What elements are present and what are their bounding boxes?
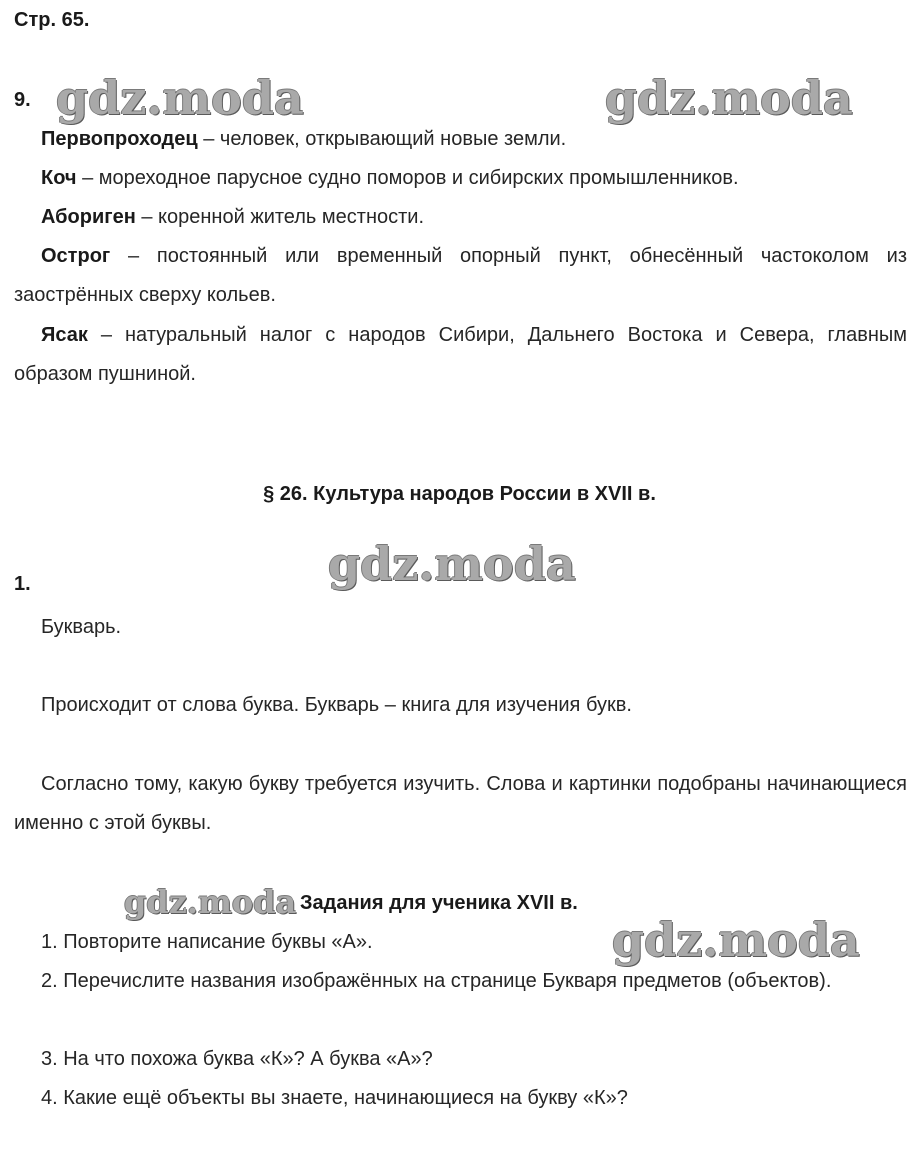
watermark-logo: gdz.moda [328,537,576,591]
section-title: § 26. Культура народов России в XVII в. [263,483,656,505]
definition-item [41,198,907,237]
watermark-logo: gdz.moda [605,71,853,125]
definition-text: – коренной житель местности. [135,206,424,228]
definition-item [14,316,907,394]
task-item: 2. Перечислите названия изображённых на странице Букваря предметов (объектов). [41,970,832,992]
definition-term: Первопроходец [41,128,198,150]
task-item: 3. На что похожа буква «К»? А буква «А»? [41,1048,433,1070]
definition-text: – мореходное парусное судно поморов и сибирских промышленников. [76,167,739,189]
task-item: 4. Какие ещё объекты вы знаете, начинающиеся на букву «К»? [41,1087,628,1109]
watermark-logo: gdz.moda [124,883,297,921]
definition-text: – постоянный или временный опорный пункт, обнесённый частоколом из заострённых сверху кольев. [14,245,907,306]
definition-text: – натуральный налог с народов Сибири, Дальнего Востока и Севера, главным образом пушниной. [14,324,907,385]
definition-term: Острог [41,245,111,267]
definition-term: Ясак [41,324,88,346]
answer-paragraph: Букварь. [41,616,122,638]
definition-item [41,159,907,198]
page-reference: Стр. 65. [14,9,90,31]
tasks-title: Задания для ученика XVII в. [300,892,578,914]
definition-item [41,120,907,159]
question-number: 1. [14,573,31,595]
definition-term: Коч [41,167,77,189]
task-item: 1. Повторите написание буквы «А». [41,931,373,953]
definition-item [14,237,907,315]
question-number: 9. [14,89,31,111]
watermark-logo: gdz.moda [56,71,304,125]
watermark-logo: gdz.moda [612,913,860,967]
definition-text: – человек, открывающий новые земли. [197,128,567,150]
definition-term: Абориген [41,206,136,228]
answer-paragraph: Происходит от слова буква. Букварь – книга для изучения букв. [41,694,632,716]
answer-paragraph: Согласно тому, какую букву требуется изучить. Слова и картинки подобраны начинающиеся именно с этой буквы. [14,773,907,834]
